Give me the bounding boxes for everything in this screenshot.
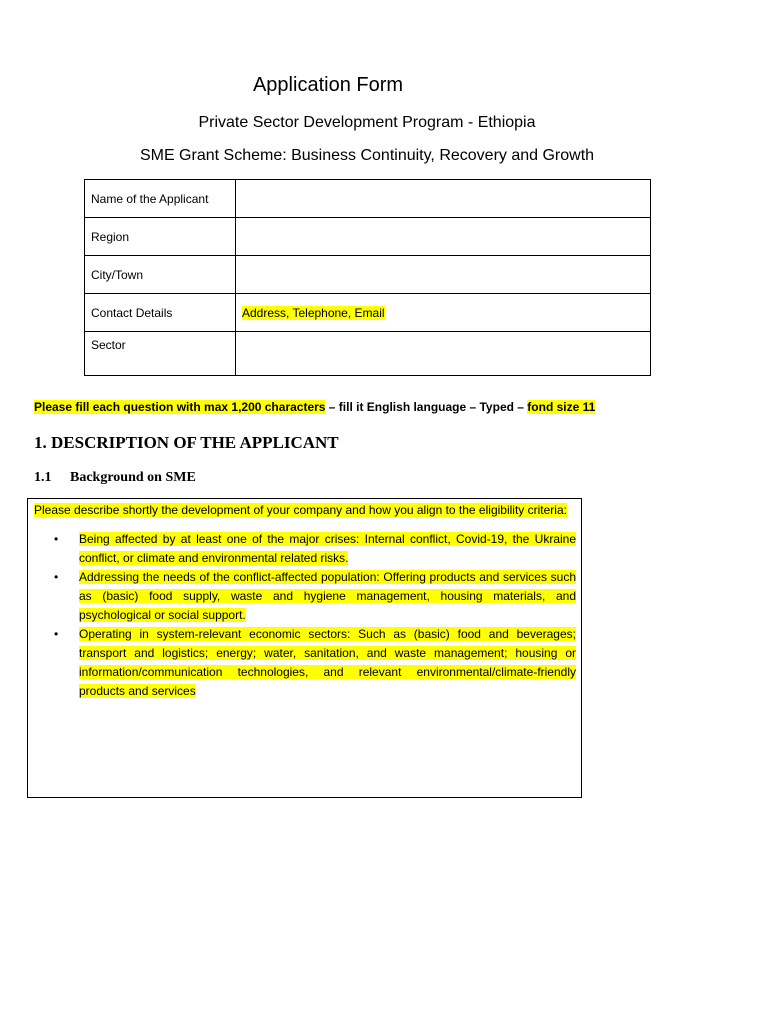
instruction-part-3: fond size 11 bbox=[527, 400, 596, 414]
subsection-heading bbox=[34, 468, 196, 488]
sector-label: Sector bbox=[85, 332, 236, 376]
list-item bbox=[34, 530, 576, 568]
region-field[interactable] bbox=[236, 218, 651, 256]
program-subtitle: Private Sector Development Program - Ethiopia bbox=[198, 114, 536, 131]
subsection-number: 1.1 bbox=[34, 470, 52, 485]
eligibility-list bbox=[34, 530, 576, 701]
contact-details-label: Contact Details bbox=[85, 294, 236, 332]
bullet-icon: • bbox=[54, 532, 59, 546]
bullet-icon: • bbox=[54, 627, 59, 641]
box-intro-text: Please describe shortly the development of your company and how you align to the eligibility criteria: bbox=[34, 503, 567, 517]
applicant-name-field[interactable] bbox=[236, 180, 651, 218]
fill-instruction bbox=[34, 398, 595, 416]
table-row bbox=[85, 180, 651, 218]
list-item bbox=[34, 625, 576, 701]
applicant-info-table bbox=[84, 179, 651, 376]
instruction-part-2: – fill it English language – Typed – bbox=[325, 400, 528, 414]
contact-details-field[interactable] bbox=[236, 294, 651, 332]
list-item-text: Being affected by at least one of the major crises: Internal conflict, Covid-19, the Ukraine conflict, or climate and environmental related risks. bbox=[79, 532, 576, 565]
table-row bbox=[85, 332, 651, 376]
list-item-text: Operating in system-relevant economic sectors: Such as (basic) food and beverages; transport and logistics; energy; water, sanitation, and waste management; housing or information/communication technologies, and relevant environmental/climate-friendly products and services bbox=[79, 627, 576, 698]
subsection-title: Background on SME bbox=[70, 470, 196, 485]
table-row bbox=[85, 218, 651, 256]
section-heading: 1. DESCRIPTION OF THE APPLICANT bbox=[34, 433, 339, 452]
scheme-subtitle: SME Grant Scheme: Business Continuity, Recovery and Growth bbox=[139, 147, 595, 164]
box-intro bbox=[34, 501, 576, 520]
bullet-icon: • bbox=[54, 570, 59, 584]
background-answer-box[interactable] bbox=[27, 498, 582, 798]
applicant-name-label: Name of the Applicant bbox=[85, 180, 236, 218]
form-title: Application Form bbox=[252, 74, 404, 96]
sector-field[interactable] bbox=[236, 332, 651, 376]
list-item-text: Addressing the needs of the conflict-affected population: Offering products and services such as (basic) food supply, waste and hygiene management, housing materials, and psychological or social support. bbox=[79, 570, 576, 622]
city-town-label: City/Town bbox=[85, 256, 236, 294]
city-town-field[interactable] bbox=[236, 256, 651, 294]
instruction-part-1: Please fill each question with max 1,200 characters bbox=[34, 400, 326, 414]
contact-details-placeholder: Address, Telephone, Email bbox=[242, 305, 385, 320]
table-row bbox=[85, 294, 651, 332]
region-label: Region bbox=[85, 218, 236, 256]
table-row bbox=[85, 256, 651, 294]
list-item bbox=[34, 568, 576, 625]
